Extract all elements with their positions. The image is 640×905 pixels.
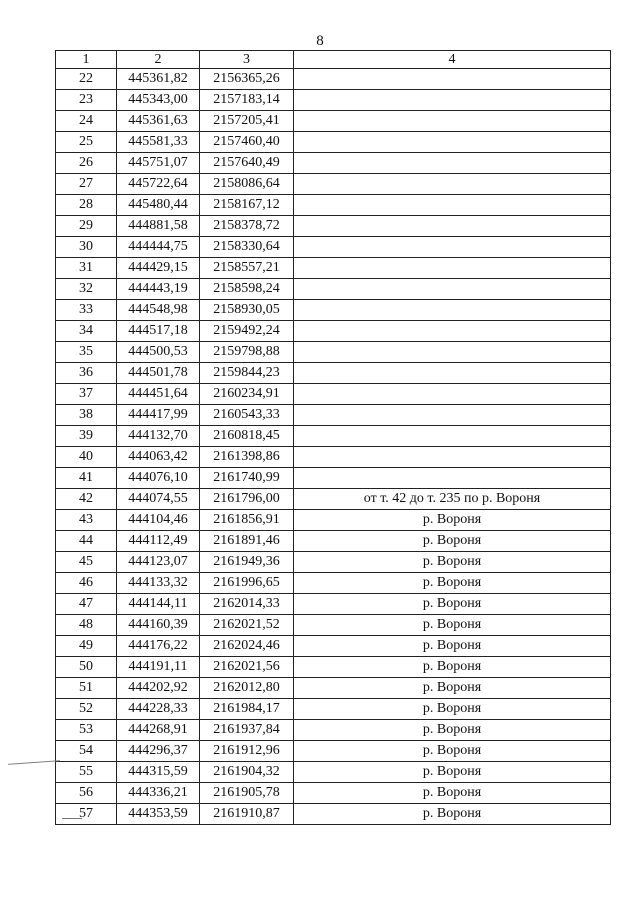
- y-coordinate-cell: 2161740,99: [200, 468, 294, 489]
- table-row: [56, 300, 611, 321]
- description-cell: р. Вороня: [294, 573, 611, 594]
- description-cell: от т. 42 до т. 235 по р. Вороня: [294, 489, 611, 510]
- y-coordinate-cell: 2159798,88: [200, 342, 294, 363]
- description-cell: [294, 363, 611, 384]
- description-cell: [294, 174, 611, 195]
- table-row: [56, 552, 611, 573]
- description-cell: [294, 132, 611, 153]
- description-cell: р. Вороня: [294, 594, 611, 615]
- y-coordinate-cell: 2161949,36: [200, 552, 294, 573]
- table-row: [56, 111, 611, 132]
- point-number-cell: 41: [56, 468, 117, 489]
- x-coordinate-cell: 444444,75: [117, 237, 200, 258]
- x-coordinate-cell: 444501,78: [117, 363, 200, 384]
- table-row: [56, 405, 611, 426]
- description-cell: р. Вороня: [294, 804, 611, 825]
- y-coordinate-cell: 2161984,17: [200, 699, 294, 720]
- table-row: [56, 384, 611, 405]
- x-coordinate-cell: 444417,99: [117, 405, 200, 426]
- description-cell: [294, 237, 611, 258]
- description-cell: [294, 90, 611, 111]
- table-row: [56, 510, 611, 531]
- point-number-cell: 35: [56, 342, 117, 363]
- point-number-cell: 27: [56, 174, 117, 195]
- description-cell: р. Вороня: [294, 615, 611, 636]
- y-coordinate-cell: 2162014,33: [200, 594, 294, 615]
- x-coordinate-cell: 444202,92: [117, 678, 200, 699]
- point-number-cell: 24: [56, 111, 117, 132]
- y-coordinate-cell: 2161937,84: [200, 720, 294, 741]
- point-number-cell: 51: [56, 678, 117, 699]
- table-row: [56, 783, 611, 804]
- table-row: [56, 363, 611, 384]
- x-coordinate-cell: 444336,21: [117, 783, 200, 804]
- x-coordinate-cell: 444296,37: [117, 741, 200, 762]
- table-row: [56, 321, 611, 342]
- y-coordinate-cell: 2160234,91: [200, 384, 294, 405]
- description-cell: [294, 447, 611, 468]
- x-coordinate-cell: 445343,00: [117, 90, 200, 111]
- point-number-cell: 28: [56, 195, 117, 216]
- description-cell: [294, 384, 611, 405]
- y-coordinate-cell: 2161398,86: [200, 447, 294, 468]
- y-coordinate-cell: 2161910,87: [200, 804, 294, 825]
- x-coordinate-cell: 444123,07: [117, 552, 200, 573]
- point-number-cell: 44: [56, 531, 117, 552]
- table-row: [56, 573, 611, 594]
- point-number-cell: 56: [56, 783, 117, 804]
- point-number-cell: 43: [56, 510, 117, 531]
- point-number-cell: 53: [56, 720, 117, 741]
- description-cell: р. Вороня: [294, 741, 611, 762]
- column-header: 3: [200, 51, 294, 69]
- scan-mark: [8, 760, 60, 765]
- description-cell: [294, 111, 611, 132]
- y-coordinate-cell: 2161996,65: [200, 573, 294, 594]
- table-row: [56, 741, 611, 762]
- description-cell: р. Вороня: [294, 531, 611, 552]
- point-number-cell: 25: [56, 132, 117, 153]
- point-number-cell: 52: [56, 699, 117, 720]
- table-row: [56, 594, 611, 615]
- x-coordinate-cell: 444112,49: [117, 531, 200, 552]
- y-coordinate-cell: 2158930,05: [200, 300, 294, 321]
- point-number-cell: 29: [56, 216, 117, 237]
- description-cell: [294, 279, 611, 300]
- x-coordinate-cell: 444548,98: [117, 300, 200, 321]
- y-coordinate-cell: 2160543,33: [200, 405, 294, 426]
- description-cell: [294, 426, 611, 447]
- description-cell: [294, 321, 611, 342]
- y-coordinate-cell: 2157183,14: [200, 90, 294, 111]
- x-coordinate-cell: 444268,91: [117, 720, 200, 741]
- x-coordinate-cell: 444315,59: [117, 762, 200, 783]
- x-coordinate-cell: 445722,64: [117, 174, 200, 195]
- x-coordinate-cell: 444104,46: [117, 510, 200, 531]
- y-coordinate-cell: 2158598,24: [200, 279, 294, 300]
- y-coordinate-cell: 2159492,24: [200, 321, 294, 342]
- x-coordinate-cell: 445581,33: [117, 132, 200, 153]
- point-number-cell: 55: [56, 762, 117, 783]
- x-coordinate-cell: 444074,55: [117, 489, 200, 510]
- x-coordinate-cell: 445751,07: [117, 153, 200, 174]
- y-coordinate-cell: 2161856,91: [200, 510, 294, 531]
- y-coordinate-cell: 2162012,80: [200, 678, 294, 699]
- table-row: [56, 657, 611, 678]
- y-coordinate-cell: 2161904,32: [200, 762, 294, 783]
- x-coordinate-cell: 444176,22: [117, 636, 200, 657]
- description-cell: [294, 342, 611, 363]
- table-row: [56, 468, 611, 489]
- table-row: [56, 426, 611, 447]
- x-coordinate-cell: 445480,44: [117, 195, 200, 216]
- x-coordinate-cell: 444076,10: [117, 468, 200, 489]
- point-number-cell: 39: [56, 426, 117, 447]
- x-coordinate-cell: 444228,33: [117, 699, 200, 720]
- point-number-cell: 48: [56, 615, 117, 636]
- y-coordinate-cell: 2161912,96: [200, 741, 294, 762]
- table-row: [56, 174, 611, 195]
- description-cell: р. Вороня: [294, 510, 611, 531]
- point-number-cell: 36: [56, 363, 117, 384]
- x-coordinate-cell: 444429,15: [117, 258, 200, 279]
- y-coordinate-cell: 2158557,21: [200, 258, 294, 279]
- description-cell: р. Вороня: [294, 783, 611, 804]
- x-coordinate-cell: 445361,63: [117, 111, 200, 132]
- y-coordinate-cell: 2158167,12: [200, 195, 294, 216]
- description-cell: р. Вороня: [294, 720, 611, 741]
- table-row: [56, 69, 611, 90]
- column-header: 2: [117, 51, 200, 69]
- table-row: [56, 678, 611, 699]
- y-coordinate-cell: 2158086,64: [200, 174, 294, 195]
- x-coordinate-cell: 445361,82: [117, 69, 200, 90]
- table-header-row: [56, 51, 611, 69]
- table-row: [56, 531, 611, 552]
- table-row: [56, 279, 611, 300]
- point-number-cell: 22: [56, 69, 117, 90]
- description-cell: [294, 258, 611, 279]
- point-number-cell: 40: [56, 447, 117, 468]
- description-cell: р. Вороня: [294, 657, 611, 678]
- x-coordinate-cell: 444132,70: [117, 426, 200, 447]
- y-coordinate-cell: 2159844,23: [200, 363, 294, 384]
- y-coordinate-cell: 2162021,56: [200, 657, 294, 678]
- table-row: [56, 195, 611, 216]
- description-cell: [294, 195, 611, 216]
- y-coordinate-cell: 2157460,40: [200, 132, 294, 153]
- x-coordinate-cell: 444160,39: [117, 615, 200, 636]
- point-number-cell: 50: [56, 657, 117, 678]
- y-coordinate-cell: 2157205,41: [200, 111, 294, 132]
- description-cell: [294, 300, 611, 321]
- table-body: [56, 69, 611, 825]
- x-coordinate-cell: 444443,19: [117, 279, 200, 300]
- description-cell: р. Вороня: [294, 762, 611, 783]
- y-coordinate-cell: 2161891,46: [200, 531, 294, 552]
- y-coordinate-cell: 2162024,46: [200, 636, 294, 657]
- point-number-cell: 45: [56, 552, 117, 573]
- table-row: [56, 237, 611, 258]
- description-cell: р. Вороня: [294, 678, 611, 699]
- x-coordinate-cell: 444191,11: [117, 657, 200, 678]
- scan-mark: [62, 818, 82, 819]
- point-number-cell: 54: [56, 741, 117, 762]
- table-row: [56, 615, 611, 636]
- x-coordinate-cell: 444451,64: [117, 384, 200, 405]
- description-cell: [294, 153, 611, 174]
- table-row: [56, 216, 611, 237]
- point-number-cell: 23: [56, 90, 117, 111]
- column-header: 4: [294, 51, 611, 69]
- x-coordinate-cell: 444133,32: [117, 573, 200, 594]
- table-row: [56, 447, 611, 468]
- x-coordinate-cell: 444517,18: [117, 321, 200, 342]
- x-coordinate-cell: 444144,11: [117, 594, 200, 615]
- point-number-cell: 57: [56, 804, 117, 825]
- point-number-cell: 47: [56, 594, 117, 615]
- coordinates-table: [55, 50, 611, 825]
- point-number-cell: 33: [56, 300, 117, 321]
- table-row: [56, 258, 611, 279]
- table-row: [56, 489, 611, 510]
- column-header: 1: [56, 51, 117, 69]
- point-number-cell: 38: [56, 405, 117, 426]
- point-number-cell: 31: [56, 258, 117, 279]
- y-coordinate-cell: 2156365,26: [200, 69, 294, 90]
- point-number-cell: 46: [56, 573, 117, 594]
- y-coordinate-cell: 2157640,49: [200, 153, 294, 174]
- table-row: [56, 636, 611, 657]
- table-row: [56, 804, 611, 825]
- point-number-cell: 30: [56, 237, 117, 258]
- y-coordinate-cell: 2161796,00: [200, 489, 294, 510]
- table-row: [56, 699, 611, 720]
- page-number: 8: [316, 33, 324, 49]
- point-number-cell: 37: [56, 384, 117, 405]
- point-number-cell: 34: [56, 321, 117, 342]
- y-coordinate-cell: 2158330,64: [200, 237, 294, 258]
- point-number-cell: 32: [56, 279, 117, 300]
- x-coordinate-cell: 444353,59: [117, 804, 200, 825]
- x-coordinate-cell: 444881,58: [117, 216, 200, 237]
- description-cell: [294, 216, 611, 237]
- y-coordinate-cell: 2162021,52: [200, 615, 294, 636]
- description-cell: р. Вороня: [294, 552, 611, 573]
- x-coordinate-cell: 444500,53: [117, 342, 200, 363]
- description-cell: [294, 405, 611, 426]
- x-coordinate-cell: 444063,42: [117, 447, 200, 468]
- table-row: [56, 153, 611, 174]
- table-row: [56, 342, 611, 363]
- description-cell: р. Вороня: [294, 636, 611, 657]
- point-number-cell: 26: [56, 153, 117, 174]
- point-number-cell: 42: [56, 489, 117, 510]
- y-coordinate-cell: 2160818,45: [200, 426, 294, 447]
- y-coordinate-cell: 2161905,78: [200, 783, 294, 804]
- description-cell: [294, 69, 611, 90]
- description-cell: [294, 468, 611, 489]
- description-cell: р. Вороня: [294, 699, 611, 720]
- point-number-cell: 49: [56, 636, 117, 657]
- table-row: [56, 762, 611, 783]
- table-row: [56, 90, 611, 111]
- y-coordinate-cell: 2158378,72: [200, 216, 294, 237]
- table-row: [56, 720, 611, 741]
- table-row: [56, 132, 611, 153]
